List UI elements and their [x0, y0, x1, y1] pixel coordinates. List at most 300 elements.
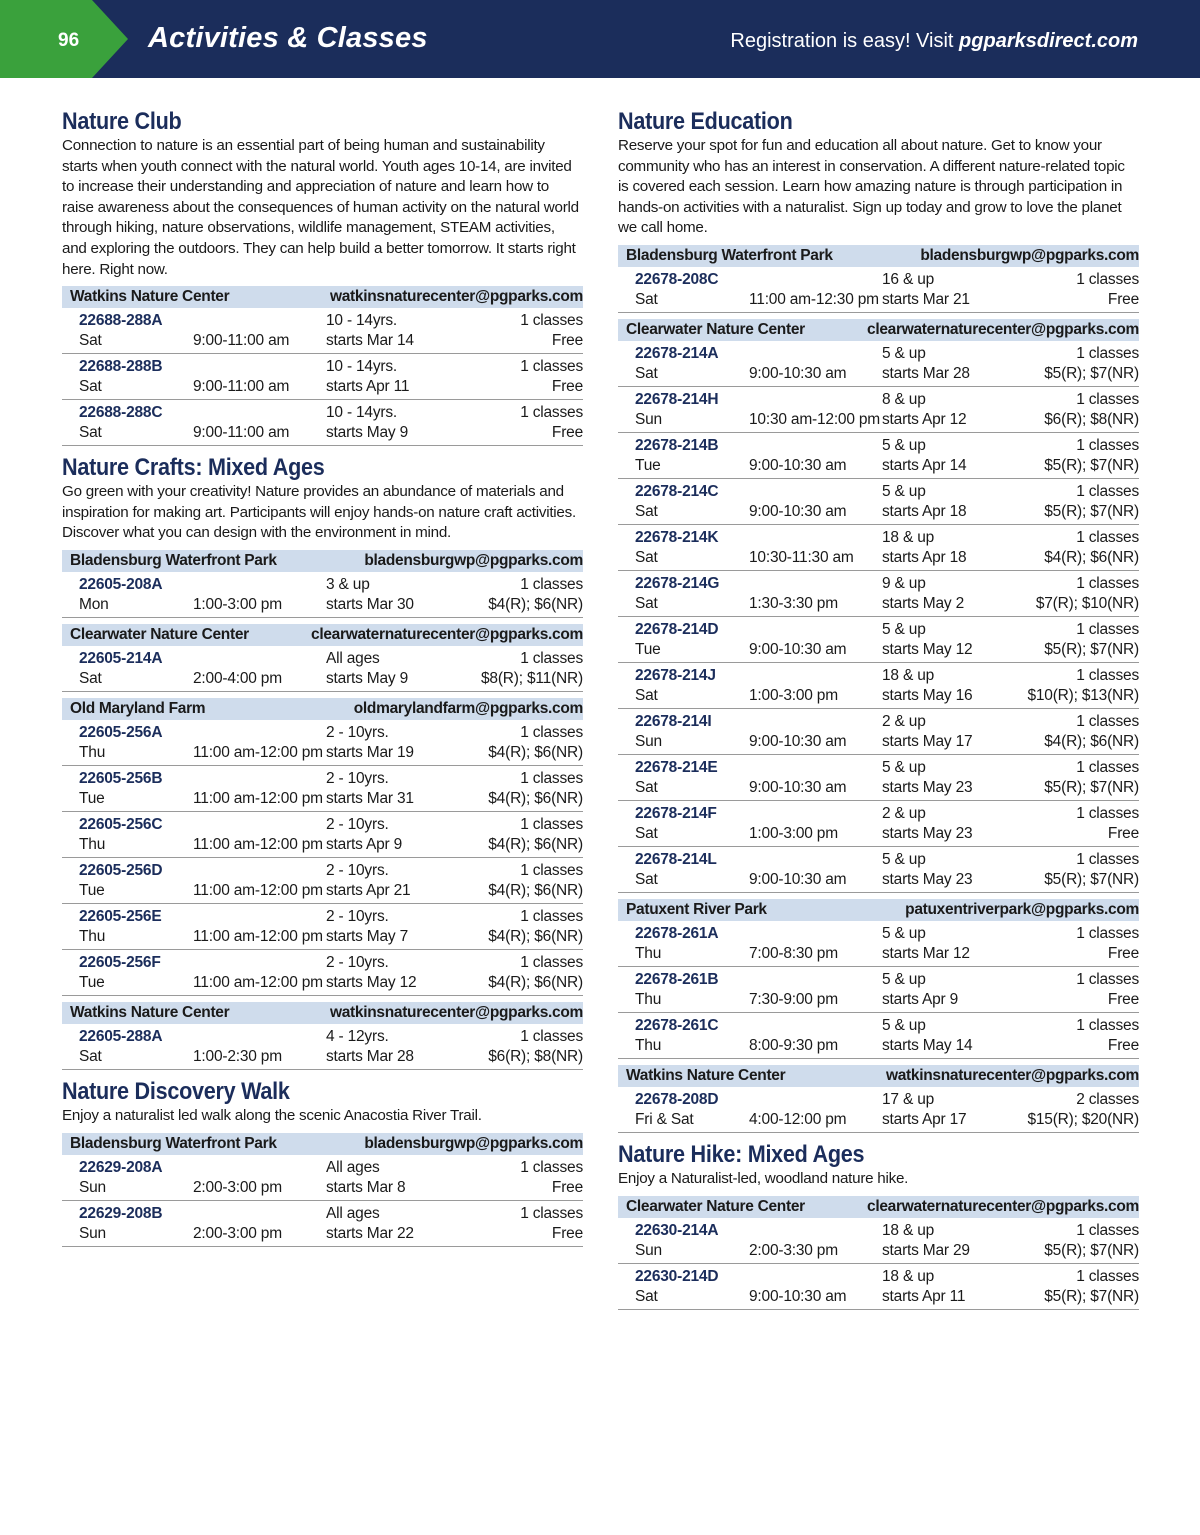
fee: Free	[1107, 1036, 1139, 1054]
fee: $5(R); $7(NR)	[1044, 456, 1139, 474]
class-count: 1 classes	[520, 769, 583, 787]
class-count: 1 classes	[520, 861, 583, 879]
class-count: 1 classes	[520, 1027, 583, 1045]
course-code[interactable]: 22678-214E	[635, 758, 718, 776]
session-day: Sat	[635, 502, 658, 520]
course-code[interactable]: 22688-288C	[79, 404, 163, 422]
course-code[interactable]: 22688-288A	[79, 312, 163, 330]
fee: Free	[1107, 944, 1139, 962]
location-name: Bladensburg Waterfront Park	[70, 551, 277, 569]
course-code[interactable]: 22688-288B	[79, 358, 163, 376]
start-date: starts May 23	[882, 824, 973, 842]
course-code[interactable]: 22678-261A	[635, 924, 719, 942]
age-range: 5 & up	[882, 344, 926, 362]
class-count: 1 classes	[520, 1158, 583, 1176]
session-day: Sat	[635, 594, 658, 612]
start-date: starts May 23	[882, 870, 973, 888]
session-day: Sat	[635, 290, 658, 308]
class-count: 1 classes	[520, 1204, 583, 1222]
session-row	[62, 308, 583, 354]
fee: $10(R); $13(NR)	[1027, 686, 1139, 704]
right-column	[618, 108, 1139, 1318]
course-code[interactable]: 22629-208B	[79, 1204, 163, 1222]
session-time: 2:00-3:00 pm	[193, 1224, 282, 1242]
session-list	[618, 341, 1139, 893]
fee: $4(R); $6(NR)	[1044, 548, 1139, 566]
location-name: Old Maryland Farm	[70, 699, 206, 717]
location-header	[618, 319, 1139, 341]
course-code[interactable]: 22678-214K	[635, 528, 719, 546]
fee: Free	[1107, 990, 1139, 1008]
course-code[interactable]: 22678-214I	[635, 712, 712, 730]
course-code[interactable]: 22605-256D	[79, 861, 163, 879]
class-count: 1 classes	[1076, 1221, 1139, 1239]
session-row	[618, 341, 1139, 387]
age-range: All ages	[326, 649, 380, 667]
location-name: Bladensburg Waterfront Park	[70, 1134, 277, 1152]
class-count: 1 classes	[1076, 574, 1139, 592]
course-code[interactable]: 22678-208C	[635, 270, 719, 288]
location-email-link[interactable]: watkinsnaturecenter@pgparks.com	[329, 1003, 583, 1021]
location-header	[62, 286, 583, 308]
session-row	[618, 1218, 1139, 1264]
start-date: starts May 12	[882, 640, 973, 658]
start-date: starts Mar 14	[326, 332, 414, 350]
course-code[interactable]: 22678-208D	[635, 1090, 719, 1108]
fee: $4(R); $6(NR)	[1044, 732, 1139, 750]
class-count: 1 classes	[1076, 436, 1139, 454]
class-count: 1 classes	[1076, 1267, 1139, 1285]
fee: $7(R); $10(NR)	[1035, 594, 1139, 612]
session-row	[62, 354, 583, 400]
session-list	[62, 1024, 583, 1070]
class-count: 1 classes	[1076, 712, 1139, 730]
age-range: All ages	[326, 1204, 380, 1222]
age-range: 5 & up	[882, 436, 926, 454]
session-day: Sat	[79, 424, 102, 442]
session-day: Sat	[635, 548, 658, 566]
session-day: Tue	[79, 973, 105, 991]
location-email-link[interactable]: bladensburgwp@pgparks.com	[364, 1134, 583, 1152]
program-title: Nature Education	[618, 108, 793, 135]
session-list	[618, 1087, 1139, 1133]
session-time: 1:00-3:00 pm	[193, 595, 282, 613]
course-code[interactable]: 22678-214G	[635, 574, 720, 592]
age-range: 2 - 10yrs.	[326, 953, 389, 971]
fee: $8(R); $11(NR)	[481, 669, 583, 687]
program-section	[618, 108, 1139, 1133]
location-email-link[interactable]: bladensburgwp@pgparks.com	[920, 246, 1139, 264]
session-time: 11:00 am-12:00 pm	[193, 881, 323, 899]
class-count: 1 classes	[520, 358, 583, 376]
session-day: Sun	[79, 1178, 106, 1196]
course-code[interactable]: 22605-208A	[79, 575, 163, 593]
session-day: Sat	[635, 870, 658, 888]
location-header	[62, 624, 583, 646]
start-date: starts Mar 30	[326, 595, 414, 613]
class-count: 1 classes	[1076, 970, 1139, 988]
session-row	[618, 433, 1139, 479]
start-date: starts Mar 12	[882, 944, 970, 962]
page-number: 96	[58, 30, 80, 51]
session-row	[62, 1155, 583, 1201]
session-time: 9:00-10:30 am	[749, 364, 847, 382]
session-day: Fri & Sat	[635, 1110, 694, 1128]
course-code[interactable]: 22678-214J	[635, 666, 716, 684]
session-day: Sun	[635, 1241, 662, 1259]
start-date: starts Mar 19	[326, 743, 414, 761]
session-time: 9:00-10:30 am	[749, 778, 847, 796]
program-section	[62, 454, 583, 1070]
session-day: Thu	[635, 990, 662, 1008]
session-time: 11:00 am-12:00 pm	[193, 743, 323, 761]
class-count: 1 classes	[1076, 804, 1139, 822]
age-range: 2 & up	[882, 712, 926, 730]
session-row	[62, 904, 583, 950]
class-count: 1 classes	[520, 404, 583, 422]
course-code[interactable]: 22678-214C	[635, 482, 719, 500]
session-time: 9:00-11:00 am	[193, 424, 290, 442]
start-date: starts May 14	[882, 1036, 973, 1054]
session-day: Tue	[635, 456, 661, 474]
location-name: Watkins Nature Center	[70, 1003, 230, 1021]
program-title: Nature Discovery Walk	[62, 1077, 290, 1105]
start-date: starts Mar 31	[326, 789, 414, 807]
location-header	[618, 899, 1139, 921]
age-range: 5 & up	[882, 924, 926, 942]
session-time: 11:00 am-12:30 pm	[749, 290, 879, 308]
location-header	[62, 550, 583, 572]
start-date: starts May 9	[326, 669, 409, 687]
session-day: Thu	[79, 835, 106, 853]
start-date: starts May 9	[326, 424, 409, 442]
session-day: Sat	[635, 686, 658, 704]
course-code[interactable]: 22678-214H	[635, 390, 719, 408]
location-header	[62, 1133, 583, 1155]
fee: $6(R); $8(NR)	[1044, 410, 1139, 428]
location-name: Clearwater Nature Center	[626, 320, 805, 338]
age-range: 18 & up	[882, 1267, 935, 1285]
fee: $4(R); $6(NR)	[488, 835, 583, 853]
start-date: starts Apr 21	[326, 881, 411, 899]
fee: Free	[1107, 824, 1139, 842]
start-date: starts May 23	[882, 778, 973, 796]
course-code[interactable]: 22605-256B	[79, 769, 163, 787]
program-description: Enjoy a naturalist led walk along the scenic Anacostia River Trail.	[62, 1106, 482, 1124]
section-title: Activities & Classes	[148, 22, 428, 54]
session-row	[62, 812, 583, 858]
session-row	[62, 572, 583, 618]
start-date: starts Mar 28	[882, 364, 970, 382]
session-time: 9:00-10:30 am	[749, 732, 847, 750]
program-section	[62, 108, 583, 446]
session-time: 1:30-3:30 pm	[749, 594, 838, 612]
age-range: 5 & up	[882, 850, 926, 868]
session-day: Thu	[635, 1036, 662, 1054]
session-day: Sun	[635, 732, 662, 750]
session-day: Thu	[635, 944, 662, 962]
session-row	[618, 571, 1139, 617]
session-row	[618, 921, 1139, 967]
session-time: 4:00-12:00 pm	[749, 1110, 847, 1128]
session-time: 9:00-10:30 am	[749, 502, 847, 520]
session-day: Sat	[79, 1047, 102, 1065]
location-header	[62, 1002, 583, 1024]
course-code[interactable]: 22630-214D	[635, 1267, 719, 1285]
session-row	[618, 1264, 1139, 1310]
program-section	[62, 1078, 583, 1247]
start-date: starts Apr 18	[882, 548, 967, 566]
course-code[interactable]: 22678-214L	[635, 850, 717, 868]
age-range: 10 - 14yrs.	[326, 312, 398, 330]
location-name: Clearwater Nature Center	[626, 1197, 805, 1215]
program-title: Nature Club	[62, 108, 182, 135]
class-count: 1 classes	[1076, 390, 1139, 408]
session-row	[618, 709, 1139, 755]
course-code[interactable]: 22678-214A	[635, 344, 719, 362]
session-time: 2:00-4:00 pm	[193, 669, 282, 687]
session-day: Sun	[635, 410, 662, 428]
session-row	[618, 479, 1139, 525]
session-row	[618, 617, 1139, 663]
course-code[interactable]: 22605-288A	[79, 1027, 163, 1045]
class-count: 1 classes	[520, 723, 583, 741]
start-date: starts May 2	[882, 594, 965, 612]
session-day: Sat	[79, 332, 102, 350]
program-title: Nature Hike: Mixed Ages	[618, 1140, 865, 1168]
age-range: 5 & up	[882, 970, 926, 988]
session-time: 9:00-11:00 am	[193, 332, 290, 350]
age-range: 18 & up	[882, 1221, 935, 1239]
session-list	[618, 1218, 1139, 1310]
class-count: 1 classes	[1076, 850, 1139, 868]
session-day: Tue	[79, 789, 105, 807]
location-email-link[interactable]: oldmarylandfarm@pgparks.com	[353, 699, 583, 717]
start-date: starts May 7	[326, 927, 409, 945]
class-count: 1 classes	[520, 907, 583, 925]
location-header	[618, 1065, 1139, 1087]
location-header	[618, 1196, 1139, 1218]
session-row	[618, 525, 1139, 571]
session-time: 9:00-10:30 am	[749, 456, 847, 474]
session-row	[62, 1201, 583, 1247]
fee: Free	[551, 424, 583, 442]
age-range: 5 & up	[882, 758, 926, 776]
session-time: 11:00 am-12:00 pm	[193, 927, 323, 945]
fee: $5(R); $7(NR)	[1044, 1241, 1139, 1259]
location-name: Bladensburg Waterfront Park	[626, 246, 833, 264]
location-name: Patuxent River Park	[626, 900, 767, 918]
session-day: Tue	[635, 640, 661, 658]
start-date: starts May 17	[882, 732, 973, 750]
age-range: All ages	[326, 1158, 380, 1176]
fee: $5(R); $7(NR)	[1044, 364, 1139, 382]
session-row	[618, 387, 1139, 433]
session-day: Sat	[635, 778, 658, 796]
class-count: 1 classes	[520, 312, 583, 330]
session-time: 11:00 am-12:00 pm	[193, 789, 323, 807]
location-email-link[interactable]: watkinsnaturecenter@pgparks.com	[885, 1066, 1139, 1084]
course-code[interactable]: 22678-214D	[635, 620, 719, 638]
session-time: 1:00-2:30 pm	[193, 1047, 282, 1065]
session-row	[618, 801, 1139, 847]
session-time: 10:30-11:30 am	[749, 548, 854, 566]
age-range: 18 & up	[882, 528, 935, 546]
course-code[interactable]: 22678-261C	[635, 1016, 719, 1034]
program-description: Enjoy a Naturalist-led, woodland nature hike.	[618, 1169, 909, 1187]
session-row	[62, 1024, 583, 1070]
session-day: Sat	[635, 824, 658, 842]
class-count: 1 classes	[1076, 1016, 1139, 1034]
course-code[interactable]: 22605-256A	[79, 723, 163, 741]
fee: Free	[551, 1224, 583, 1242]
session-row	[62, 858, 583, 904]
age-range: 2 - 10yrs.	[326, 907, 389, 925]
class-count: 1 classes	[520, 575, 583, 593]
fee: Free	[551, 1178, 583, 1196]
start-date: starts Mar 22	[326, 1224, 414, 1242]
class-count: 1 classes	[520, 649, 583, 667]
location-name: Watkins Nature Center	[70, 288, 230, 306]
class-count: 2 classes	[1076, 1090, 1139, 1108]
location-email-link[interactable]: clearwaternaturecenter@pgparks.com	[867, 320, 1139, 338]
session-row	[62, 766, 583, 812]
session-day: Thu	[79, 743, 106, 761]
age-range: 10 - 14yrs.	[326, 358, 398, 376]
class-count: 1 classes	[1076, 666, 1139, 684]
fee: $15(R); $20(NR)	[1027, 1110, 1139, 1128]
age-range: 3 & up	[326, 575, 370, 593]
age-range: 5 & up	[882, 482, 926, 500]
fee: $4(R); $6(NR)	[488, 881, 583, 899]
session-list	[618, 921, 1139, 1059]
age-range: 9 & up	[882, 574, 926, 592]
session-day: Tue	[79, 881, 105, 899]
age-range: 4 - 12yrs.	[326, 1027, 389, 1045]
class-count: 1 classes	[1076, 344, 1139, 362]
session-day: Sun	[79, 1224, 106, 1242]
session-time: 9:00-11:00 am	[193, 378, 290, 396]
session-day: Sat	[79, 669, 102, 687]
session-row	[62, 400, 583, 446]
session-row	[62, 950, 583, 996]
location-header	[62, 698, 583, 720]
location-email-link[interactable]: clearwaternaturecenter@pgparks.com	[311, 625, 583, 643]
program-title: Nature Crafts: Mixed Ages	[62, 454, 325, 482]
fee: $6(R); $8(NR)	[488, 1047, 583, 1065]
session-day: Sat	[79, 378, 102, 396]
age-range: 2 & up	[882, 804, 926, 822]
start-date: starts Mar 21	[882, 290, 970, 308]
program-section	[618, 1141, 1139, 1310]
fee: $5(R); $7(NR)	[1044, 870, 1139, 888]
class-count: 1 classes	[1076, 758, 1139, 776]
age-range: 18 & up	[882, 666, 935, 684]
fee: $5(R); $7(NR)	[1044, 640, 1139, 658]
course-code[interactable]: 22678-214B	[635, 436, 719, 454]
course-code[interactable]: 22629-208A	[79, 1158, 163, 1176]
session-row	[62, 720, 583, 766]
location-email-link[interactable]: clearwaternaturecenter@pgparks.com	[867, 1197, 1139, 1215]
session-time: 9:00-10:30 am	[749, 1287, 847, 1305]
course-code[interactable]: 22605-256C	[79, 815, 163, 833]
page-header	[0, 0, 1200, 78]
course-code[interactable]: 22605-256E	[79, 907, 162, 925]
session-time: 1:00-3:00 pm	[749, 824, 838, 842]
session-time: 11:00 am-12:00 pm	[193, 973, 323, 991]
fee: $5(R); $7(NR)	[1044, 1287, 1139, 1305]
class-count: 1 classes	[520, 953, 583, 971]
session-time: 11:00 am-12:00 pm	[193, 835, 323, 853]
location-email-link[interactable]: bladensburgwp@pgparks.com	[364, 551, 583, 569]
session-time: 9:00-10:30 am	[749, 870, 847, 888]
session-day: Thu	[79, 927, 106, 945]
session-time: 2:00-3:30 pm	[749, 1241, 838, 1259]
course-code[interactable]: 22678-214F	[635, 804, 717, 822]
registration-link[interactable]: pgparksdirect.com	[959, 30, 1138, 52]
age-range: 10 - 14yrs.	[326, 404, 398, 422]
fee: $5(R); $7(NR)	[1044, 502, 1139, 520]
class-count: 1 classes	[1076, 270, 1139, 288]
course-code[interactable]: 22630-214A	[635, 1221, 719, 1239]
program-description: Reserve your spot for fun and education all about nature. Get to know your community who has an interest in conservation. A different nature-related topic is covered each session. Learn how amazing nature is through participation in hands-on activities with a naturalist. Sign up today and grow to love the planet we call home.	[618, 137, 1125, 237]
session-row	[618, 1087, 1139, 1133]
session-list	[62, 572, 583, 618]
session-list	[62, 1155, 583, 1247]
fee: $4(R); $6(NR)	[488, 743, 583, 761]
session-time: 7:30-9:00 pm	[749, 990, 838, 1008]
session-list	[618, 267, 1139, 313]
left-column	[62, 108, 583, 1255]
age-range: 2 - 10yrs.	[326, 769, 389, 787]
start-date: starts Mar 29	[882, 1241, 970, 1259]
session-row	[618, 267, 1139, 313]
class-count: 1 classes	[1076, 620, 1139, 638]
age-range: 2 - 10yrs.	[326, 861, 389, 879]
fee: Free	[551, 378, 583, 396]
course-code[interactable]: 22605-256F	[79, 953, 161, 971]
session-list	[62, 720, 583, 996]
course-code[interactable]: 22678-261B	[635, 970, 719, 988]
start-date: starts May 16	[882, 686, 973, 704]
start-date: starts Apr 18	[882, 502, 967, 520]
age-range: 8 & up	[882, 390, 926, 408]
session-row	[618, 847, 1139, 893]
age-range: 16 & up	[882, 270, 935, 288]
class-count: 1 classes	[1076, 482, 1139, 500]
session-day: Sat	[635, 364, 658, 382]
location-email-link[interactable]: patuxentriverpark@pgparks.com	[905, 900, 1139, 918]
session-row	[618, 663, 1139, 709]
session-day: Sat	[635, 1287, 658, 1305]
class-count: 1 classes	[520, 815, 583, 833]
location-header	[618, 245, 1139, 267]
start-date: starts Apr 14	[882, 456, 967, 474]
age-range: 5 & up	[882, 1016, 926, 1034]
session-time: 7:00-8:30 pm	[749, 944, 838, 962]
registration-text: Registration is easy! Visit	[730, 30, 960, 52]
course-code[interactable]: 22605-214A	[79, 649, 163, 667]
start-date: starts May 12	[326, 973, 417, 991]
start-date: starts Apr 9	[326, 835, 402, 853]
session-row	[618, 1013, 1139, 1059]
program-description: Connection to nature is an essential part of being human and sustainability starts when youth connect with the natural world. Youth ages 10-14, are invited to increase their understanding and appreciation of nature and learn how to raise awareness about the consequences of human activity on the natural world through hiking, nature observations, wildlife management, STEAM activities, and exploring the outdoors. They can help build a better tomorrow. It starts right here. Right now.	[62, 137, 579, 278]
location-email-link[interactable]: watkinsnaturecenter@pgparks.com	[329, 288, 583, 306]
session-day: Mon	[79, 595, 109, 613]
start-date: starts Apr 11	[882, 1287, 966, 1305]
location-name: Clearwater Nature Center	[70, 625, 249, 643]
fee: $4(R); $6(NR)	[488, 789, 583, 807]
